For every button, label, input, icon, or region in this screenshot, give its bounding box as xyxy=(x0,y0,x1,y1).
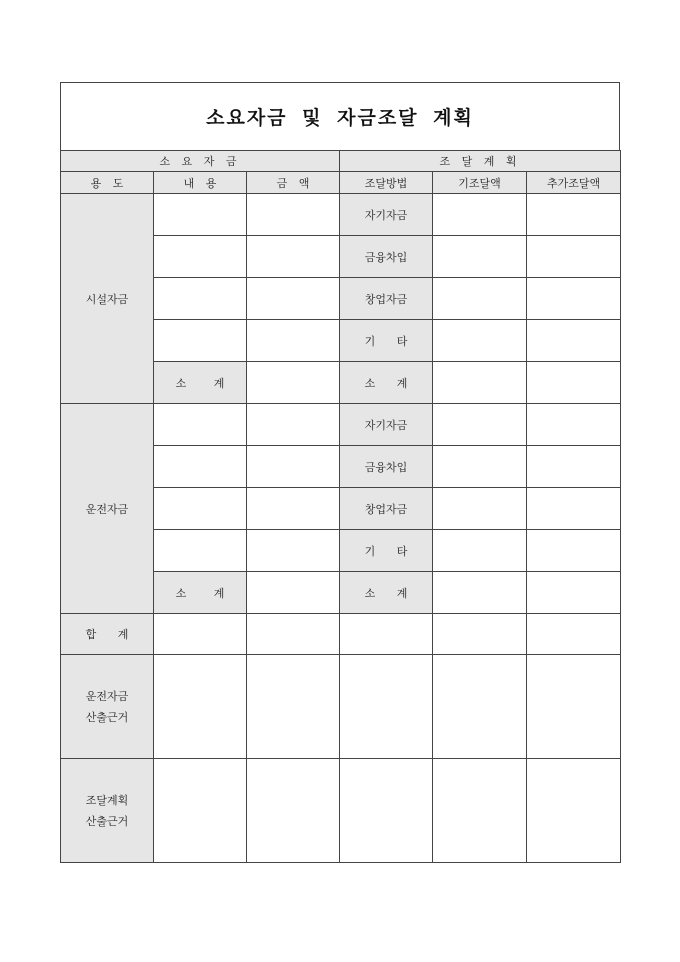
additional-amount-cell[interactable] xyxy=(527,572,621,614)
table-row xyxy=(61,404,621,446)
amount-cell[interactable] xyxy=(247,278,340,320)
funding-table xyxy=(60,150,621,863)
existing-amount-cell[interactable] xyxy=(433,530,527,572)
amount-cell[interactable] xyxy=(247,530,340,572)
existing-amount-cell[interactable] xyxy=(433,278,527,320)
method-label: 창업자금 xyxy=(340,278,433,320)
content-cell[interactable] xyxy=(154,614,247,655)
additional-amount-cell[interactable] xyxy=(527,362,621,404)
header-usage: 용 도 xyxy=(61,172,154,194)
subtotal-label: 소 계 xyxy=(154,572,247,614)
page-title: 소요자금 및 자금조달 계획 xyxy=(206,107,474,129)
existing-amount-cell[interactable] xyxy=(433,488,527,530)
content-cell[interactable] xyxy=(154,404,247,446)
header-funding-plan: 조 달 계 획 xyxy=(340,151,621,172)
additional-amount-cell[interactable] xyxy=(527,404,621,446)
basis-row xyxy=(61,759,621,863)
existing-amount-cell[interactable] xyxy=(433,362,527,404)
amount-cell[interactable] xyxy=(247,446,340,488)
additional-amount-cell[interactable] xyxy=(527,614,621,655)
amount-cell[interactable] xyxy=(247,194,340,236)
additional-amount-cell[interactable] xyxy=(527,530,621,572)
content-cell[interactable] xyxy=(154,236,247,278)
additional-amount-cell[interactable] xyxy=(527,446,621,488)
amount-cell[interactable] xyxy=(247,320,340,362)
column-header-row xyxy=(61,172,621,194)
amount-cell[interactable] xyxy=(247,362,340,404)
basis-label-operating xyxy=(61,655,154,759)
basis-label-funding xyxy=(61,759,154,863)
total-row xyxy=(61,614,621,655)
basis-cell[interactable] xyxy=(433,655,527,759)
method-label: 기 타 xyxy=(340,320,433,362)
header-method: 조달방법 xyxy=(340,172,433,194)
basis-label-line: 조달계획 xyxy=(85,793,129,807)
header-content: 내 용 xyxy=(154,172,247,194)
additional-amount-cell[interactable] xyxy=(527,278,621,320)
section-label-facility: 시설자금 xyxy=(61,194,154,404)
subtotal-label: 소 계 xyxy=(154,362,247,404)
table-row xyxy=(61,194,621,236)
section-label-operating: 운전자금 xyxy=(61,404,154,614)
basis-cell[interactable] xyxy=(527,655,621,759)
additional-amount-cell[interactable] xyxy=(527,320,621,362)
method-label: 기 타 xyxy=(340,530,433,572)
existing-amount-cell[interactable] xyxy=(433,446,527,488)
method-label: 자기자금 xyxy=(340,404,433,446)
existing-amount-cell[interactable] xyxy=(433,236,527,278)
method-subtotal-label: 소 계 xyxy=(340,572,433,614)
amount-cell[interactable] xyxy=(247,614,340,655)
total-label: 합 계 xyxy=(61,614,154,655)
basis-label-line: 산출근거 xyxy=(85,710,129,724)
basis-label-line: 운전자금 xyxy=(85,689,129,703)
method-label: 금융차입 xyxy=(340,446,433,488)
method-label: 창업자금 xyxy=(340,488,433,530)
additional-amount-cell[interactable] xyxy=(527,194,621,236)
basis-cell[interactable] xyxy=(433,759,527,863)
basis-cell[interactable] xyxy=(340,655,433,759)
title-box xyxy=(60,82,620,150)
method-cell[interactable] xyxy=(340,614,433,655)
content-cell[interactable] xyxy=(154,320,247,362)
basis-cell[interactable] xyxy=(154,655,247,759)
basis-cell[interactable] xyxy=(154,759,247,863)
existing-amount-cell[interactable] xyxy=(433,320,527,362)
content-cell[interactable] xyxy=(154,194,247,236)
basis-cell[interactable] xyxy=(247,759,340,863)
header-amount: 금 액 xyxy=(247,172,340,194)
content-cell[interactable] xyxy=(154,278,247,320)
basis-row xyxy=(61,655,621,759)
existing-amount-cell[interactable] xyxy=(433,404,527,446)
basis-cell[interactable] xyxy=(247,655,340,759)
content-cell[interactable] xyxy=(154,446,247,488)
header-additional-amount: 추가조달액 xyxy=(527,172,621,194)
additional-amount-cell[interactable] xyxy=(527,236,621,278)
method-label: 금융차입 xyxy=(340,236,433,278)
method-label: 자기자금 xyxy=(340,194,433,236)
basis-cell[interactable] xyxy=(527,759,621,863)
amount-cell[interactable] xyxy=(247,488,340,530)
existing-amount-cell[interactable] xyxy=(433,572,527,614)
additional-amount-cell[interactable] xyxy=(527,488,621,530)
method-subtotal-label: 소 계 xyxy=(340,362,433,404)
amount-cell[interactable] xyxy=(247,572,340,614)
basis-cell[interactable] xyxy=(340,759,433,863)
header-existing-amount: 기조달액 xyxy=(433,172,527,194)
plan-sheet xyxy=(60,82,620,863)
amount-cell[interactable] xyxy=(247,236,340,278)
header-required-funds: 소 요 자 금 xyxy=(61,151,340,172)
content-cell[interactable] xyxy=(154,488,247,530)
content-cell[interactable] xyxy=(154,530,247,572)
existing-amount-cell[interactable] xyxy=(433,614,527,655)
amount-cell[interactable] xyxy=(247,404,340,446)
basis-label-line: 산출근거 xyxy=(85,814,129,828)
group-header-row xyxy=(61,151,621,172)
existing-amount-cell[interactable] xyxy=(433,194,527,236)
